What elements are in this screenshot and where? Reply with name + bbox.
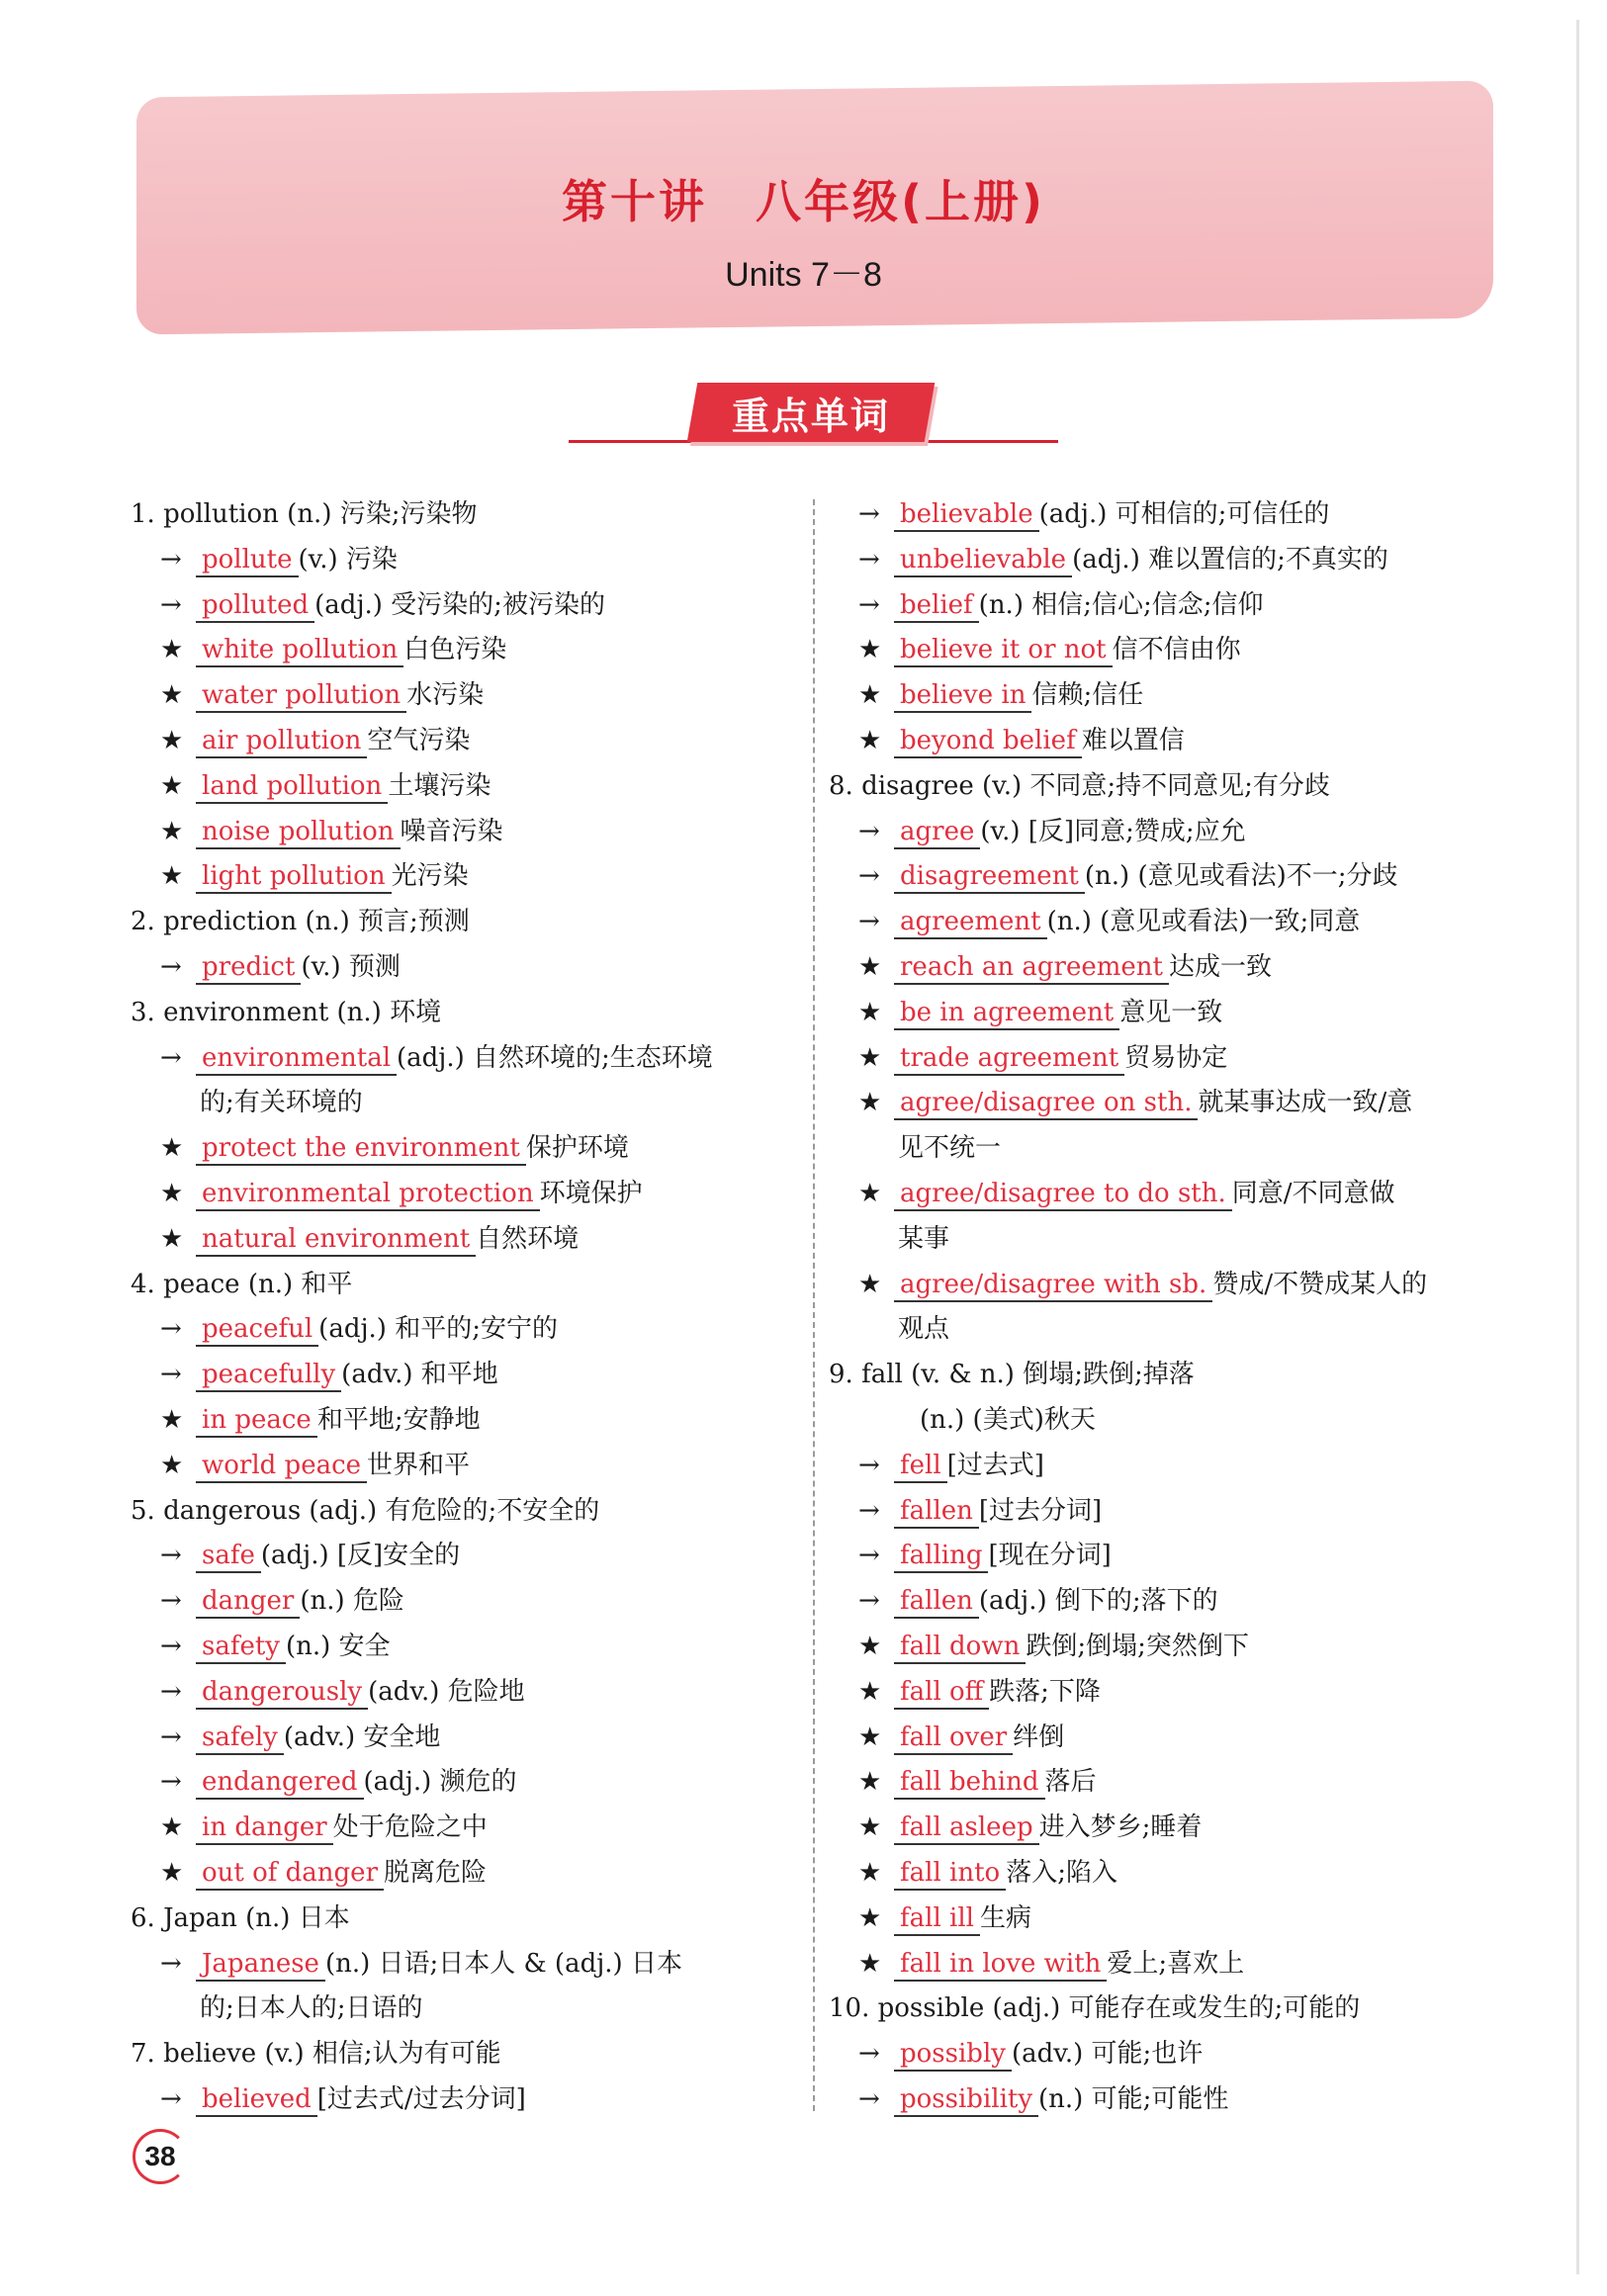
entry-meaning: (n.) 危险 [300, 1586, 404, 1617]
vocab-entry [829, 1036, 1511, 1082]
word-heading: 5. dangerous (adj.) 有危险的;不安全的 [131, 1495, 600, 1526]
answer-blank: fall down [894, 1631, 1026, 1664]
star-icon: ★ [160, 1450, 184, 1480]
page-edge [1576, 20, 1579, 2274]
entry-meaning: (adj.) 受污染的;被污染的 [314, 589, 605, 620]
answer-blank: peacefully [196, 1359, 341, 1392]
vocab-entry [829, 1716, 1511, 1761]
vocab-entry [829, 1625, 1511, 1670]
vocab-entry [131, 1806, 803, 1851]
entry-meaning: (n.) (意见或看法)一致;同意 [1046, 907, 1361, 937]
star-icon: ★ [160, 635, 184, 665]
arrow-icon: → [160, 1314, 182, 1345]
answer-blank: fall over [894, 1722, 1013, 1755]
entry-meaning: (adj.) [反]安全的 [260, 1541, 461, 1571]
star-icon: ★ [160, 861, 184, 892]
entry-meaning: (v.) [反]同意;赞成;应允 [980, 816, 1246, 846]
vocab-entry [829, 945, 1511, 991]
vocab-entry [829, 1263, 1511, 1308]
entry-meaning: 绊倒 [1013, 1722, 1065, 1752]
entry-meaning: (adj.) 难以置信的;不真实的 [1072, 544, 1388, 574]
star-icon: ★ [858, 997, 882, 1027]
star-icon: ★ [858, 951, 882, 982]
answer-blank: land pollution [196, 770, 388, 804]
answer-blank: fell [894, 1450, 947, 1483]
arrow-icon: → [858, 2039, 880, 2070]
entry-meaning: (adv.) 危险地 [368, 1676, 525, 1707]
star-icon: ★ [858, 1857, 882, 1888]
vocab-entry [131, 583, 803, 629]
word-heading: 7. believe (v.) 相信;认为有可能 [131, 2039, 501, 2070]
vocab-entry [829, 628, 1511, 673]
vocab-entry [829, 1760, 1511, 1806]
answer-blank: Japanese [196, 1948, 325, 1982]
continuation-text: 的;日本人的;日语的 [200, 1993, 423, 2024]
answer-blank: falling [894, 1540, 988, 1573]
entry-meaning: 空气污染 [367, 725, 471, 755]
arrow-icon: → [160, 2083, 182, 2114]
entry-meaning: (adj.) 自然环境的;生态环境 [397, 1042, 713, 1073]
entry-meaning: (v.) 污染 [298, 544, 398, 574]
arrow-icon: → [160, 1676, 182, 1707]
answer-blank: dangerously [196, 1676, 368, 1710]
entry-meaning: (adv.) 安全地 [283, 1722, 441, 1752]
vocab-entry [829, 1489, 1511, 1535]
answer-blank: out of danger [196, 1857, 384, 1891]
star-icon: ★ [858, 1767, 882, 1798]
entry-meaning: 噪音污染 [400, 816, 503, 846]
vocab-entry [829, 1444, 1511, 1489]
vocab-entry [131, 945, 803, 991]
vocab-entry [131, 2077, 803, 2123]
answer-blank: polluted [196, 589, 314, 623]
star-icon: ★ [858, 1902, 882, 1933]
entry-meaning: 落入;陷入 [1006, 1857, 1117, 1888]
star-icon: ★ [160, 770, 184, 801]
answer-blank: white pollution [196, 634, 403, 667]
vocab-entry [131, 1579, 803, 1625]
entry-meaning: 贸易协定 [1124, 1042, 1228, 1073]
vocab-entry [131, 1353, 803, 1398]
vocab-entry [131, 1851, 803, 1897]
units-subtitle: Units 7－8 [725, 256, 882, 294]
answer-blank: air pollution [196, 725, 367, 758]
vocab-entry [131, 1307, 803, 1353]
star-icon: ★ [160, 816, 184, 846]
vocab-entry [131, 1625, 803, 1670]
answer-blank: agree/disagree to do sth. [894, 1178, 1232, 1211]
entry-meaning: (n.) (意见或看法)不一;分歧 [1084, 861, 1398, 892]
vocab-entry [829, 1851, 1511, 1897]
answer-blank: believed [196, 2083, 317, 2117]
answer-blank: fall asleep [894, 1811, 1039, 1845]
vocab-entry [131, 1534, 803, 1579]
star-icon: ★ [858, 635, 882, 665]
entry-meaning: 白色污染 [403, 635, 507, 665]
answer-blank: light pollution [196, 860, 392, 894]
arrow-icon: → [160, 1360, 182, 1390]
arrow-icon: → [858, 907, 880, 937]
continuation-text: 的;有关环境的 [200, 1088, 363, 1118]
answer-blank: unbelievable [894, 544, 1072, 577]
answer-blank: protect the environment [196, 1132, 526, 1166]
star-icon: ★ [858, 1948, 882, 1979]
entry-meaning: (adj.) 倒下的;落下的 [978, 1586, 1218, 1617]
word-heading: 6. Japan (n.) 日本 [131, 1902, 350, 1933]
arrow-icon: → [160, 1541, 182, 1571]
answer-blank: fall behind [894, 1766, 1045, 1800]
entry-meaning: 进入梦乡;睡着 [1038, 1812, 1203, 1843]
entry-meaning: (v.) 预测 [301, 951, 401, 982]
arrow-icon: → [858, 816, 880, 846]
word-heading: 2. prediction (n.) 预言;预测 [131, 907, 470, 937]
star-icon: ★ [858, 1812, 882, 1843]
vocab-entry [829, 1172, 1511, 1217]
continuation-text: 见不统一 [898, 1133, 1002, 1164]
entry-meaning: (n.) 相信;信心;信念;信仰 [978, 589, 1264, 620]
vocab-entry [131, 1217, 803, 1263]
answer-blank: agree/disagree with sb. [894, 1269, 1212, 1302]
continuation-text: 某事 [898, 1223, 950, 1254]
arrow-icon: → [858, 499, 880, 529]
arrow-icon: → [160, 1722, 182, 1752]
entry-meaning: 世界和平 [367, 1450, 471, 1480]
section-badge [687, 383, 936, 442]
answer-blank: water pollution [196, 679, 406, 713]
entry-meaning: 落后 [1044, 1767, 1097, 1798]
vocab-entry [131, 1172, 803, 1217]
vocab-entry [131, 538, 803, 583]
vocab-entry [829, 1897, 1511, 1942]
answer-blank: safely [196, 1722, 284, 1755]
word-heading: 8. disagree (v.) 不同意;持不同意见;有分歧 [829, 770, 1330, 801]
answer-blank: fall ill [894, 1902, 980, 1936]
entry-meaning: [过去式/过去分词] [316, 2083, 526, 2114]
star-icon: ★ [160, 725, 184, 755]
word-heading: 4. peace (n.) 和平 [131, 1269, 353, 1299]
answer-blank: safety [196, 1631, 286, 1664]
vocab-entry [131, 1444, 803, 1489]
vocab-entry [131, 1670, 803, 1716]
entry-meaning: 达成一致 [1168, 951, 1272, 982]
arrow-icon: → [858, 589, 880, 620]
star-icon: ★ [858, 1269, 882, 1299]
arrow-icon: → [160, 589, 182, 620]
answer-blank: fallen [894, 1585, 979, 1619]
answer-blank: environmental protection [196, 1178, 540, 1211]
answer-blank: environmental [196, 1042, 397, 1076]
entry-meaning: 意见一致 [1119, 997, 1223, 1027]
arrow-icon: → [858, 1586, 880, 1617]
entry-meaning: (adj.) 濒危的 [363, 1767, 517, 1798]
word-heading: 9. fall (v. & n.) 倒塌;跌倒;掉落 [829, 1360, 1195, 1390]
answer-blank: world peace [196, 1450, 367, 1483]
answer-blank: predict [196, 951, 301, 985]
arrow-icon: → [858, 544, 880, 574]
vocab-entry [829, 991, 1511, 1036]
entry-meaning: 环境保护 [539, 1178, 643, 1208]
entry-meaning: (n.) 日语;日本人 & (adj.) 日本 [324, 1948, 682, 1979]
arrow-icon: → [160, 544, 182, 574]
answer-blank: fallen [894, 1495, 979, 1529]
answer-blank: reach an agreement [894, 951, 1169, 985]
arrow-icon: → [858, 861, 880, 892]
arrow-icon: → [160, 1948, 182, 1979]
answer-blank: possibly [894, 2038, 1012, 2072]
vocab-entry [829, 1670, 1511, 1716]
vocab-entry [829, 854, 1511, 900]
star-icon: ★ [858, 1042, 882, 1073]
entry-meaning: 信不信由你 [1112, 635, 1241, 665]
section-title: 重点单词 [731, 394, 890, 438]
star-icon: ★ [858, 725, 882, 755]
answer-blank: fall in love with [894, 1948, 1107, 1982]
word-heading: 1. pollution (n.) 污染;污染物 [131, 499, 478, 529]
answer-blank: agree [894, 816, 980, 849]
right-column [829, 492, 1511, 2123]
arrow-icon: → [858, 1450, 880, 1480]
entry-meaning: 跌倒;倒塌;突然倒下 [1026, 1631, 1249, 1661]
entry-meaning: 光污染 [391, 861, 469, 892]
entry-meaning: 脱离危险 [384, 1857, 488, 1888]
vocab-entry [131, 628, 803, 673]
star-icon: ★ [160, 1404, 184, 1435]
answer-blank: believable [894, 498, 1039, 532]
vocab-entry [829, 719, 1511, 764]
answer-blank: natural environment [196, 1223, 476, 1257]
answer-blank: belief [894, 589, 979, 623]
page-number [133, 2129, 188, 2184]
vocab-entry [131, 1942, 803, 1987]
vocab-entry [131, 1716, 803, 1761]
entry-meaning: 生病 [979, 1902, 1031, 1933]
star-icon: ★ [858, 1676, 882, 1707]
vocab-entry [829, 1081, 1511, 1126]
star-icon: ★ [160, 1812, 184, 1843]
vocab-entry [131, 764, 803, 810]
entry-meaning: 信赖;信任 [1031, 680, 1144, 711]
arrow-icon: → [160, 1631, 182, 1661]
answer-blank: noise pollution [196, 816, 401, 849]
entry-meaning: (adj.) 和平的;安宁的 [318, 1314, 558, 1345]
star-icon: ★ [160, 680, 184, 711]
arrow-icon: → [858, 1495, 880, 1526]
vocab-entry [829, 583, 1511, 629]
arrow-icon: → [858, 1541, 880, 1571]
answer-blank: fall into [894, 1857, 1006, 1891]
vocab-entry [829, 1534, 1511, 1579]
arrow-icon: → [160, 1042, 182, 1073]
answer-blank: peaceful [196, 1313, 318, 1347]
answer-blank: in danger [196, 1811, 333, 1845]
vocab-entry [131, 1126, 803, 1172]
star-icon: ★ [160, 1223, 184, 1254]
entry-meaning: 土壤污染 [388, 770, 491, 801]
star-icon: ★ [858, 680, 882, 711]
answer-blank: believe in [894, 679, 1031, 713]
star-icon: ★ [858, 1088, 882, 1118]
answer-blank: possibility [894, 2083, 1038, 2117]
entry-meaning: 和平地;安静地 [316, 1404, 481, 1435]
vocab-entry [829, 492, 1511, 538]
column-divider [813, 499, 815, 2111]
answer-blank: pollute [196, 544, 299, 577]
vocab-entry [131, 719, 803, 764]
entry-meaning: 跌落;下降 [989, 1676, 1101, 1707]
vocab-entry [131, 1398, 803, 1444]
answer-blank: believe it or not [894, 634, 1113, 667]
star-icon: ★ [160, 1857, 184, 1888]
entry-meaning: (adj.) 可相信的;可信任的 [1038, 499, 1330, 529]
answer-blank: agree/disagree on sth. [894, 1087, 1198, 1120]
entry-meaning: [现在分词] [988, 1541, 1112, 1571]
entry-meaning: 水污染 [406, 680, 485, 711]
answer-blank: endangered [196, 1766, 364, 1800]
entry-meaning: (n.) 安全 [286, 1631, 391, 1661]
star-icon: ★ [160, 1178, 184, 1208]
answer-blank: danger [196, 1585, 300, 1619]
page-number-text: 38 [144, 2141, 176, 2171]
vocab-entry [829, 538, 1511, 583]
vocab-entry [829, 1942, 1511, 1987]
answer-blank: fall off [894, 1676, 989, 1710]
entry-meaning: 赞成/不赞成某人的 [1212, 1269, 1428, 1299]
vocab-entry [829, 2077, 1511, 2123]
answer-blank: disagreement [894, 860, 1085, 894]
vocab-entry [829, 2032, 1511, 2077]
entry-meaning: (adv.) 可能;也许 [1011, 2039, 1204, 2070]
vocab-entry [829, 1579, 1511, 1625]
arrow-icon: → [160, 1586, 182, 1617]
entry-meaning: [过去式] [946, 1450, 1044, 1480]
answer-blank: safe [196, 1540, 261, 1573]
vocab-entry [131, 1760, 803, 1806]
continuation-text: 观点 [898, 1314, 950, 1345]
arrow-icon: → [160, 951, 182, 982]
page-title: 第十讲 八年级(上册) [561, 175, 1046, 228]
vocab-entry [829, 900, 1511, 945]
answer-blank: be in agreement [894, 997, 1119, 1030]
answer-blank: in peace [196, 1404, 317, 1438]
entry-meaning: 保护环境 [525, 1133, 629, 1164]
star-icon: ★ [858, 1722, 882, 1752]
vocab-entry [829, 673, 1511, 719]
star-icon: ★ [858, 1178, 882, 1208]
entry-meaning: (adv.) 和平地 [341, 1360, 498, 1390]
entry-meaning: 爱上;喜欢上 [1107, 1948, 1245, 1979]
arrow-icon: → [160, 1767, 182, 1798]
entry-meaning: 就某事达成一致/意 [1198, 1088, 1413, 1118]
entry-meaning: 处于危险之中 [332, 1812, 488, 1843]
alt-meaning: (n.) (美式)秋天 [920, 1404, 1096, 1435]
vocab-entry [131, 810, 803, 855]
word-heading: 10. possible (adj.) 可能存在或发生的;可能的 [829, 1993, 1361, 2024]
star-icon: ★ [858, 1631, 882, 1661]
arrow-icon: → [858, 2083, 880, 2114]
vocab-entry [131, 854, 803, 900]
star-icon: ★ [160, 1133, 184, 1164]
left-column [131, 492, 803, 2123]
entry-meaning: [过去分词] [978, 1495, 1103, 1526]
vocab-entry [131, 673, 803, 719]
vocab-entry [829, 1806, 1511, 1851]
answer-blank: trade agreement [894, 1042, 1124, 1076]
answer-blank: beyond belief [894, 725, 1082, 758]
entry-meaning: (n.) 可能;可能性 [1038, 2083, 1229, 2114]
entry-meaning: 难以置信 [1081, 725, 1185, 755]
word-heading: 3. environment (n.) 环境 [131, 997, 442, 1027]
vocab-entry [829, 810, 1511, 855]
entry-meaning: 自然环境 [476, 1223, 580, 1254]
answer-blank: agreement [894, 906, 1047, 939]
vocab-entry [131, 1036, 803, 1082]
entry-meaning: 同意/不同意做 [1231, 1178, 1395, 1208]
